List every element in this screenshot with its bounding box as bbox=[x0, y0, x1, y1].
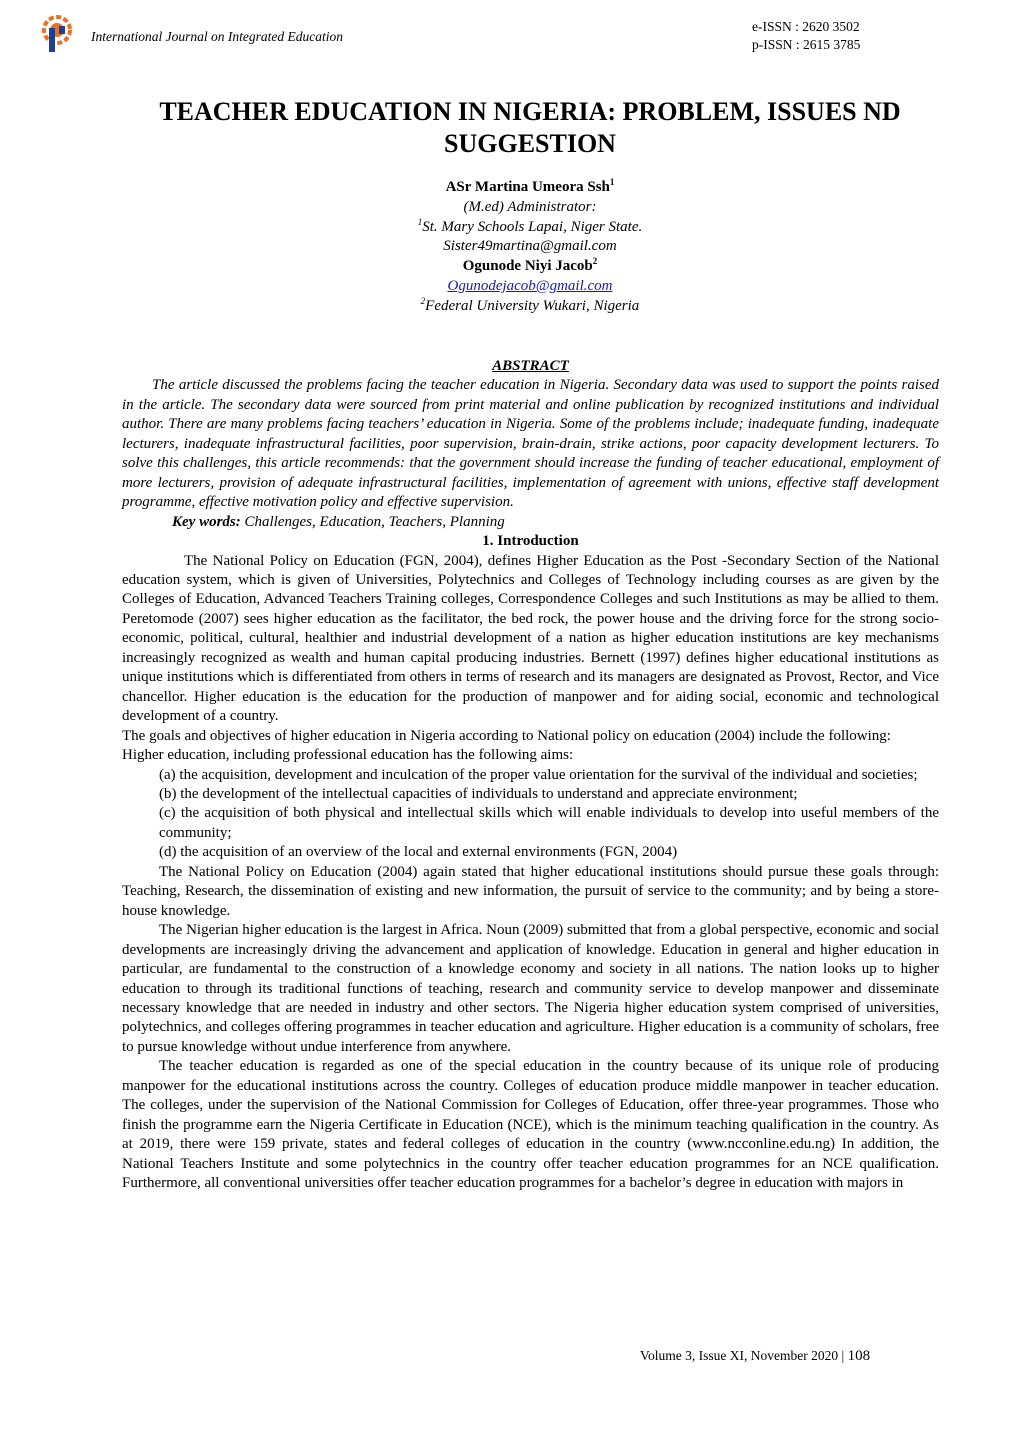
author-1-role: (M.ed) Administrator: bbox=[463, 198, 597, 215]
email-2-row bbox=[200, 277, 860, 297]
footer-separator: | bbox=[838, 1348, 848, 1363]
volume-info: Volume 3, Issue XI, November 2020 bbox=[640, 1348, 839, 1363]
paragraph: The Nigerian higher education is the largest in Africa. Noun (2009) submitted that from a global perspective, economic and social developments are increasingly driving the advancement and application of knowledge. Education in general and higher education in particular, are fundamental to the construction of a knowledge economy and society in all nations. The nation looks up to higher education to through its traditional functions of teaching, research and community service to develop manpower and disseminate necessary knowledge that are needed in industry and other sectors. The Nigeria higher education system comprised of universities, polytechnics, and colleges offering programmes in teacher education and agriculture. Higher education is a community of scholars, free to pursue knowledge without undue interference from anywhere. bbox=[122, 922, 939, 1055]
pissn: p-ISSN : 2615 3785 bbox=[752, 37, 861, 52]
paragraph: The National Policy on Education (2004) again stated that higher educational institutions should pursue these goals through: Teaching, Research, the dissemination of existing and new information, the pursuit of service to the community; and by being a store- house knowledge. bbox=[122, 863, 939, 919]
paragraph: The teacher education is regarded as one of the special education in the country because of its unique role of producing manpower for the educational institutions across the country. Colleges of education produce middle manpower in teacher education. The colleges, under the supervision of the National Commission for Colleges of Education, offer three-year programmes. Those who finish the programme earn the Nigeria Certificate in Education (NCE), which is the minimum teaching qualification in the country. As at 2019, there were 159 private, states and federal colleges of education in the country (www.ncconline.edu.ng) In addition, the National Teachers Institute and some polytechnics in the country offer teacher education programmes for an NCE qualification. Furthermore, all conventional universities offer teacher education programmes for a bachelor’s degree in education with majors in bbox=[122, 1058, 939, 1192]
author-2: Ogunode Niyi Jacob$^2$ bbox=[462, 256, 598, 275]
section-heading-introduction: 1. Introduction bbox=[482, 533, 579, 550]
issn-block bbox=[752, 18, 860, 54]
aim-item: (b) the development of the intellectual capacities of individuals to understand and appreciate environment; bbox=[159, 785, 798, 802]
affiliation-1: $^1$St. Mary Schools Lapai, Niger State. bbox=[417, 216, 643, 235]
author-1: ASr Martina Umeora Ssh$^1$ bbox=[445, 177, 615, 195]
journal-name: International Journal on Integrated Education bbox=[91, 29, 343, 44]
paragraph: The goals and objectives of higher education in Nigeria according to National policy on education (2004) include the following: bbox=[122, 727, 891, 744]
title-line-1: TEACHER EDUCATION IN NIGERIA: PROBLEM, ISSUES ND bbox=[159, 97, 901, 126]
journal-logo-icon bbox=[40, 14, 76, 54]
author-block bbox=[200, 178, 860, 317]
email-2-link[interactable]: Ogunodejacob@gmail.com bbox=[447, 277, 613, 294]
aim-item: (a) the acquisition, development and inculcation of the proper value orientation for the survival of the individual and societies; bbox=[159, 766, 918, 783]
page-number: 108 bbox=[847, 1348, 871, 1364]
aim-item: (d) the acquisition of an overview of the local and external environments (FGN, 2004) bbox=[159, 844, 678, 861]
abstract-heading: ABSTRACT bbox=[492, 358, 569, 374]
paragraph: The National Policy on Education (FGN, 2004), defines Higher Education as the Post -Secondary Section of the National education system, which is given of Universities, Polytechnics and Colleges of Technology including courses as are given by the Colleges of Education, Advanced Teachers Training colleges, Correspondence Colleges and such Institutions as may be allied to them. Peretomode (2007) sees higher education as the facilitator, the bed rock, the power house and the driving force for the strong socio-economic, political, cultural, healthier and industrial development of a nation as higher education institutions are key mechanisms increasingly recognized as wealth and human capital producing industries. Bernett (1997) defines higher educational institutions as unique institutions which is differentiated from others in terms of research and its managers are designated as Provost, Rector, and Vice chancellor. Higher education is the education for the production of manpower and for aiding social, economic and technological development of a country. bbox=[122, 552, 939, 725]
abstract-text: The article discussed the problems facing the teacher education in Nigeria. Secondary data was used to support the points raised in the article. The secondary data were sourced from print material and online publication by recognized institutions and individual author. There are many problems facing teachers’ education in Nigeria. Some of the problems include; inadequate funding, inadequate lecturers, inadequate infrastructural facilities, poor supervision, brain-drain, strike actions, poor capacity development lecturers. To solve this challenges, this article recommends: that the government should increase the funding of teacher educational, employment of more lecturers, provision of adequate infrastructural facilities, implementation of agreement with unions, effective staff development programme, effective motivation policy and effective supervision. bbox=[122, 377, 939, 511]
paragraph: Higher education, including professional education has the following aims: bbox=[122, 747, 574, 764]
aim-item: (c) the acquisition of both physical and intellectual skills which will enable individuals to develop into useful members of the community; bbox=[159, 805, 939, 841]
title-line-2: SUGGESTION bbox=[444, 129, 616, 158]
affiliation-2: $^2$Federal University Wukari, Nigeria bbox=[420, 295, 640, 314]
page-footer bbox=[640, 1348, 870, 1365]
paper-title bbox=[100, 96, 960, 160]
eissn: e-ISSN : 2620 3502 bbox=[752, 19, 860, 34]
keywords: Key words: Challenges, Education, Teachers, Planning bbox=[172, 513, 505, 530]
article-body bbox=[122, 357, 939, 1193]
email-1: Sister49martina@gmail.com bbox=[443, 238, 617, 255]
